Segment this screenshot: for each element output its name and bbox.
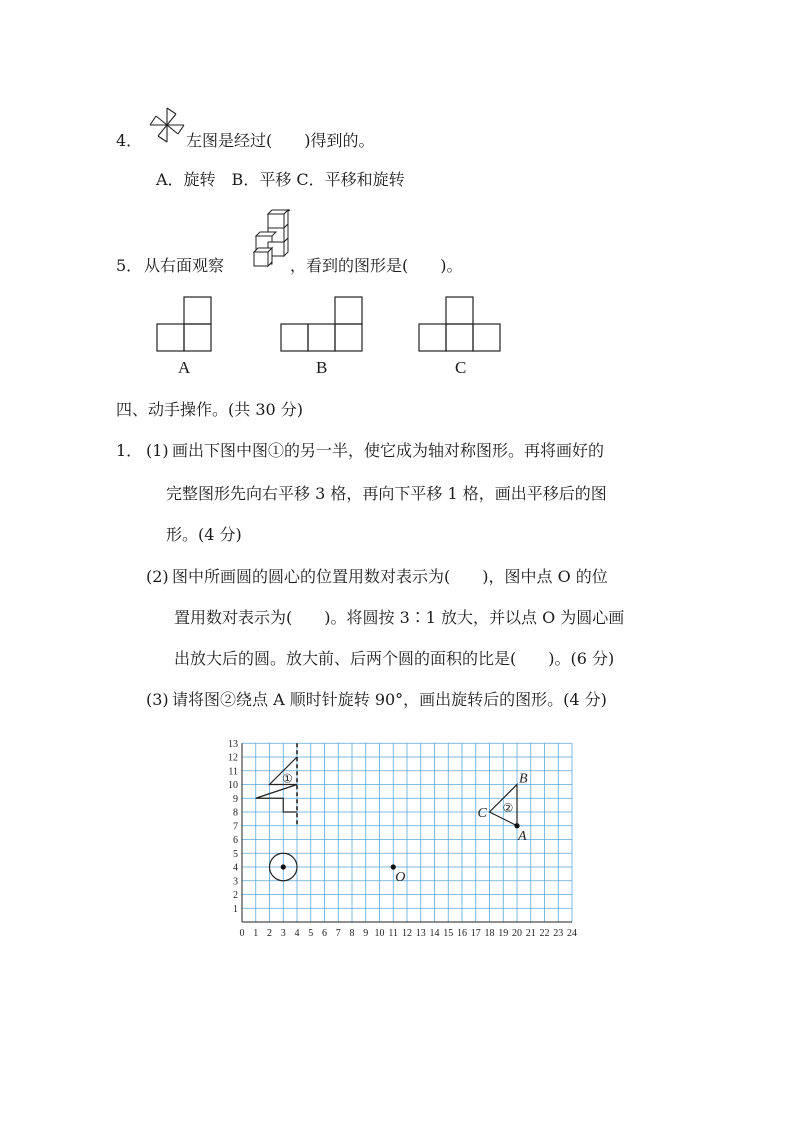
- part2-label: (2): [146, 567, 169, 586]
- point-c-label: C: [477, 806, 487, 821]
- x-tick-label: 0: [239, 928, 245, 939]
- y-tick-label: 4: [233, 862, 238, 874]
- x-tick-label: 21: [525, 928, 536, 939]
- grid-shapes: [256, 743, 528, 885]
- x-tick-label: 4: [294, 928, 300, 939]
- x-tick-label: 13: [415, 928, 426, 939]
- q5-text-before: 从右面观察: [144, 256, 225, 275]
- x-tick-label: 10: [374, 928, 385, 939]
- y-tick-label: 3: [233, 876, 238, 888]
- x-tick-label: 9: [363, 928, 369, 939]
- x-tick-label: 18: [484, 928, 495, 939]
- y-tick-label: 5: [233, 848, 238, 860]
- section-heading: 四、动手操作。(共 30 分): [116, 400, 304, 419]
- circle-center-dot: [281, 864, 286, 869]
- q4-options: A．旋转 B．平移 C．平移和旋转: [156, 170, 405, 189]
- x-tick-label: 14: [429, 928, 440, 939]
- q5-number: 5．: [116, 256, 143, 275]
- point-o-label: O: [395, 870, 406, 885]
- x-tick-label: 7: [335, 928, 341, 939]
- y-axis-tick-labels: [228, 739, 238, 915]
- x-tick-label: 20: [512, 928, 522, 939]
- point-o-dot: [391, 864, 396, 869]
- choice-a-label: A: [178, 358, 191, 377]
- x-tick-label: 23: [553, 928, 564, 939]
- x-tick-label: 11: [388, 928, 399, 939]
- part2-line1: 图中所画圆的圆心的位置用数对表示为( )，图中点 O 的位: [172, 567, 608, 586]
- y-tick-label: 7: [233, 821, 238, 833]
- part1-line2: 完整图形先向右平移 3 格，再向下平移 1 格，画出平移后的图: [166, 484, 607, 503]
- part3-label: (3): [146, 690, 169, 709]
- shape-2-label: ②: [502, 801, 514, 816]
- x-tick-label: 12: [402, 928, 412, 939]
- x-tick-label: 5: [308, 928, 314, 939]
- x-tick-label: 6: [322, 928, 327, 939]
- choice-c-label: C: [455, 358, 467, 377]
- point-a-label: A: [518, 828, 527, 844]
- q5-text-after: ，看到的图形是( )。: [290, 256, 463, 275]
- y-tick-label: 6: [233, 835, 238, 846]
- y-tick-label: 8: [233, 807, 238, 819]
- x-axis-tick-labels: [240, 928, 578, 939]
- x-tick-label: 3: [280, 928, 286, 939]
- q4-number: 4．: [116, 131, 143, 150]
- y-tick-label: 10: [228, 780, 238, 791]
- x-tick-label: 19: [498, 928, 509, 939]
- part2-line2: 置用数对表示为( )。将圆按 3∶1 放大，并以点 O 为圆心画: [174, 608, 625, 627]
- y-tick-label: 1: [233, 903, 238, 915]
- x-tick-label: 16: [457, 928, 467, 939]
- point-b-label: B: [519, 771, 528, 787]
- y-tick-label: 12: [228, 752, 238, 764]
- q4-question-text: 左图是经过( )得到的。: [186, 131, 375, 150]
- part2-line3: 出放大后的圆。放大前、后两个圆的面积的比是( )。(6 分): [174, 649, 615, 668]
- x-tick-label: 1: [253, 928, 259, 939]
- x-tick-label: 24: [567, 928, 577, 939]
- y-tick-label: 2: [233, 890, 238, 901]
- x-tick-label: 15: [443, 928, 454, 939]
- part1-line3: 形。(4 分): [166, 525, 242, 544]
- x-tick-label: 8: [349, 928, 355, 939]
- problem1-number: 1．: [116, 441, 143, 460]
- y-tick-label: 13: [228, 738, 238, 750]
- x-tick-label: 17: [470, 928, 481, 939]
- shape-1-label: ①: [281, 771, 293, 786]
- x-tick-label: 22: [539, 928, 550, 939]
- point-a-dot: [514, 823, 519, 828]
- part1-line1: 画出下图中图①的另一半，使它成为轴对称图形。再将画好的: [172, 441, 605, 460]
- x-tick-label: 2: [267, 928, 272, 939]
- y-tick-label: 11: [228, 766, 238, 778]
- part3-line1: 请将图②绕点 A 顺时针旋转 90°，画出旋转后的图形。(4 分): [172, 690, 607, 709]
- choice-b-label: B: [316, 358, 328, 377]
- part1-label: (1): [146, 441, 169, 460]
- y-tick-label: 9: [233, 793, 238, 805]
